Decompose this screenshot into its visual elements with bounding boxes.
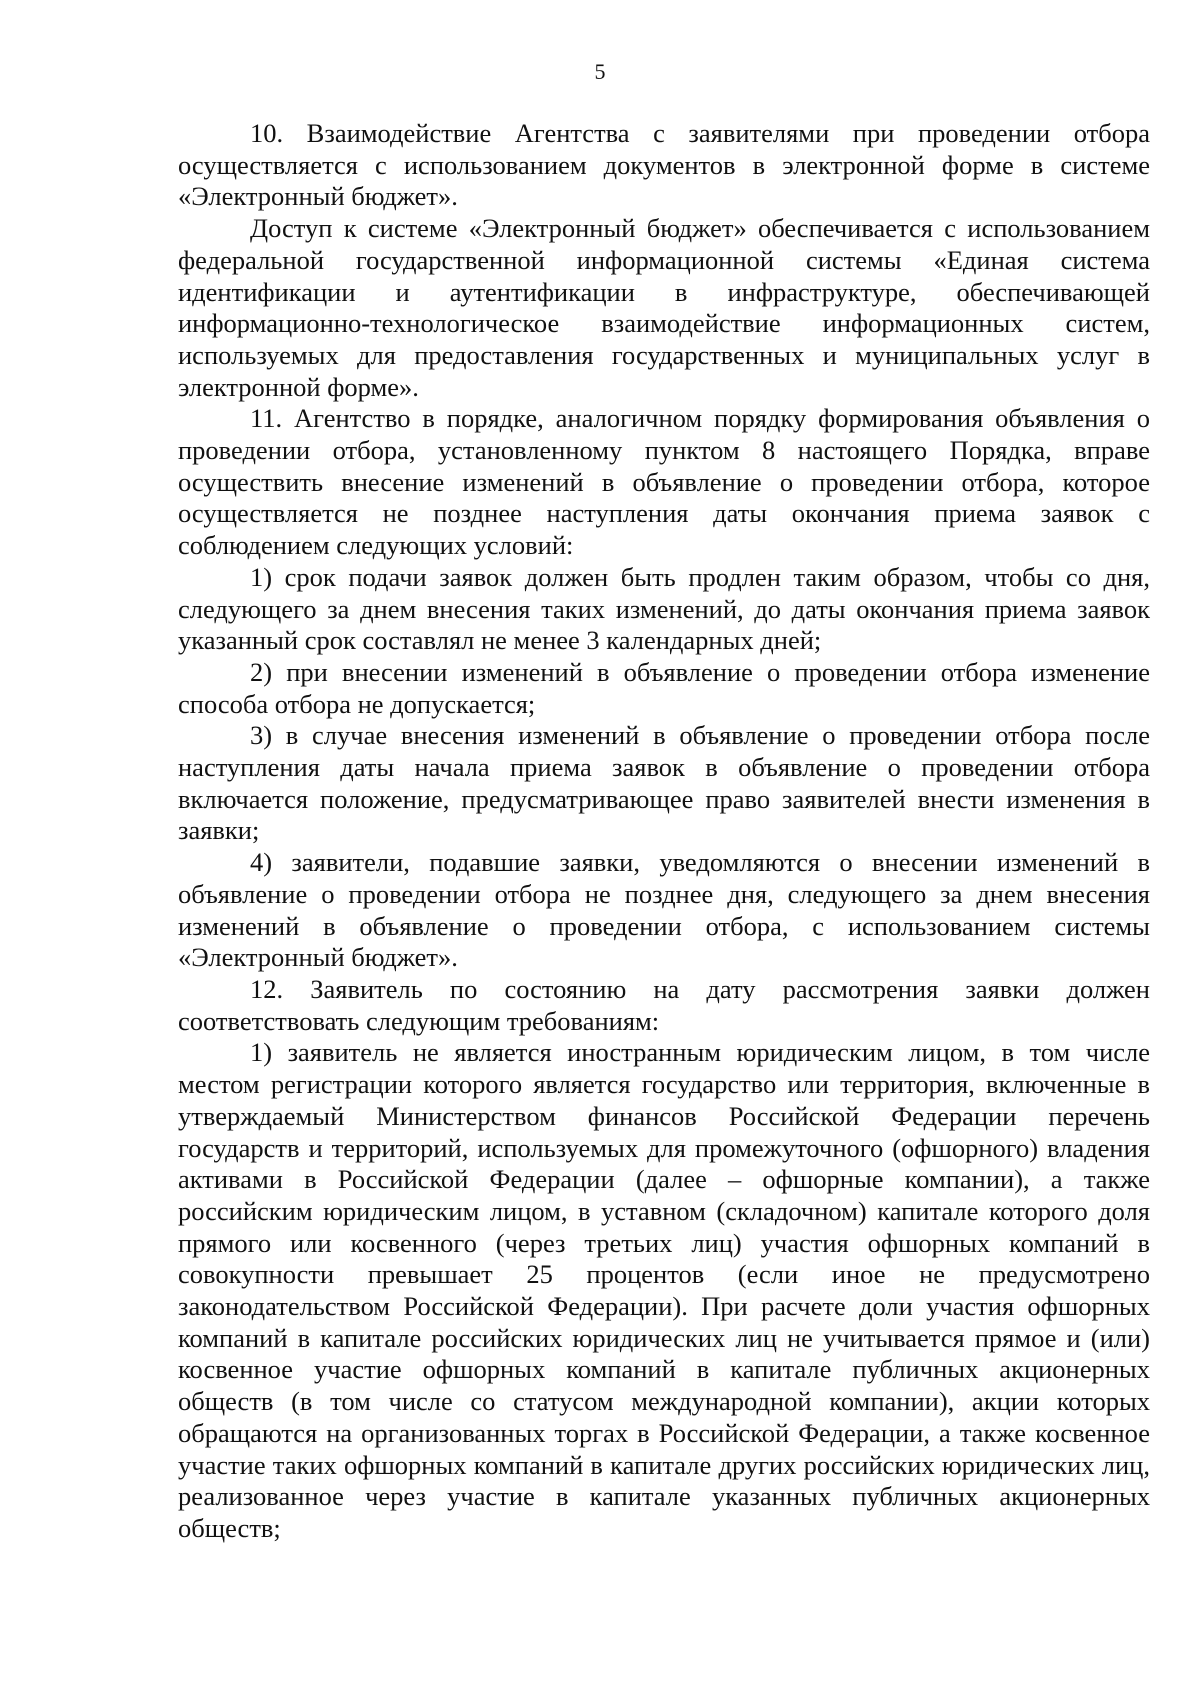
page-number: 5 bbox=[594, 59, 606, 84]
paragraph-12: 12. Заявитель по состоянию на дату рассмотрения заявки должен соответствовать следующим требованиям: bbox=[178, 973, 1150, 1036]
paragraph-11-item-3: 3) в случае внесения изменений в объявление о проведении отбора после наступления даты начала приема заявок в объявление о проведении отбора включается положение, предусматривающее право заявителей внести изменения в заявки; bbox=[178, 720, 1150, 846]
document-body bbox=[178, 118, 1150, 1545]
paragraph-11: 11. Агентство в порядке, аналогичном порядку формирования объявления о проведении отбора, установленному пунктом 8 настоящего Порядка, вправе осуществить внесение изменений в объявление о проведении отбора, которое осуществляется не позднее наступления даты окончания приема заявок с соблюдением следующих условий: bbox=[178, 403, 1150, 561]
paragraph-access: Доступ к системе «Электронный бюджет» обеспечивается с использованием федеральной государственной информационной системы «Единая система идентификации и аутентификации в инфраструктуре, обеспечивающей информационно-технологическое взаимодействие информационных систем, используемых для предоставления государственных и муниципальных услуг в электронной форме». bbox=[178, 213, 1150, 402]
paragraph-11-item-2: 2) при внесении изменений в объявление о проведении отбора изменение способа отбора не допускается; bbox=[178, 656, 1150, 719]
paragraph-12-item-1: 1) заявитель не является иностранным юридическим лицом, в том числе местом регистрации которого является государство или территория, включенные в утверждаемый Министерством финансов Российской Федерации перечень государств и территорий, используемых для промежуточного (офшорного) владения активами в Российской Федерации (далее – офшорные компании), а также российским юридическим лицом, в уставном (складочном) капитале которого доля прямого или косвенного (через третьих лиц) участия офшорных компаний в совокупности превышает 25 процентов (если иное не предусмотрено законодательством Российской Федерации). При расчете доли участия офшорных компаний в капитале российских юридических лиц не учитывается прямое и (или) косвенное участие офшорных компаний в капитале публичных акционерных обществ (в том числе со статусом международной компании), акции которых обращаются на организованных торгах в Российской Федерации, а также косвенное участие таких офшорных компаний в капитале других российских юридических лиц, реализованное через участие в капитале указанных публичных акционерных обществ; bbox=[178, 1037, 1150, 1543]
paragraph-10: 10. Взаимодействие Агентства с заявителями при проведении отбора осуществляется с использованием документов в электронной форме в системе «Электронный бюджет». bbox=[178, 118, 1150, 212]
paragraph-11-item-1: 1) срок подачи заявок должен быть продлен таким образом, чтобы со дня, следующего за днем внесения таких изменений, до даты окончания приема заявок указанный срок составлял не менее 3 календарных дней; bbox=[178, 561, 1150, 656]
paragraph-11-item-4: 4) заявители, подавшие заявки, уведомляются о внесении изменений в объявление о проведении отбора не позднее дня, следующего за днем внесения изменений в объявление о проведении отбора, с использованием системы «Электронный бюджет». bbox=[178, 847, 1150, 973]
